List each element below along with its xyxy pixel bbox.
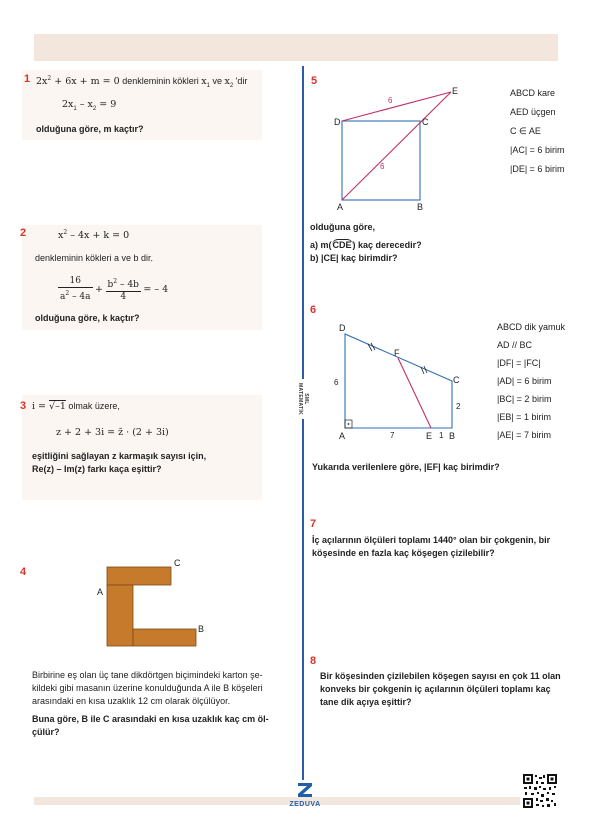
q4-text-line2: kildeki gibi masanın üzerine konulduğunda A ile B köşeleri bbox=[32, 683, 263, 693]
q2-f1-den-exp: 2 bbox=[65, 290, 70, 297]
q4-card-top bbox=[107, 567, 171, 585]
q5-givens bbox=[510, 84, 564, 179]
q4-label-b: B bbox=[198, 624, 205, 634]
q2-plus: + bbox=[95, 284, 104, 295]
q5-given: |DE| = 6 birim bbox=[510, 164, 565, 174]
q2-f1-den bbox=[58, 288, 93, 303]
q2-f2-num-b: – 4b bbox=[117, 280, 139, 290]
q6-length-eb: 1 bbox=[439, 431, 444, 440]
q2-f1-den-a: a bbox=[60, 292, 66, 302]
q6-label-e: E bbox=[426, 431, 433, 441]
q4-label-c: C bbox=[174, 558, 181, 568]
q1-and: ve bbox=[209, 76, 225, 86]
q6-segment-ef bbox=[398, 358, 431, 428]
q7-number: 7 bbox=[310, 518, 317, 530]
q3-question-line1: eşitliğini sağlayan z karmaşık sayısı için, bbox=[32, 451, 207, 461]
q2-f1-num: 16 bbox=[58, 276, 93, 288]
q5-question-a bbox=[310, 239, 422, 252]
brand-name: ZEDUVA bbox=[289, 801, 321, 808]
q1-cond-b-sub: 2 bbox=[92, 105, 97, 112]
q5-length-ac: 6 bbox=[380, 162, 385, 171]
q6-label-d: D bbox=[339, 323, 346, 333]
q2-fraction-2 bbox=[106, 276, 141, 303]
q6-label-a: A bbox=[339, 431, 346, 441]
q7-text-line1: İç açılarının ölçüleri toplamı 1440° olan bir çokgenin, bir bbox=[312, 535, 551, 545]
q8-number: 8 bbox=[310, 655, 317, 667]
q5-label-a: A bbox=[337, 202, 344, 212]
q6-given: |DF| = |FC| bbox=[497, 358, 541, 368]
q8-text-line1: Bir köşesinden çizilebilen köşegen sayısı en çok 11 olan bbox=[320, 671, 561, 681]
q1-eq-exp: 2 bbox=[47, 75, 52, 82]
q5-label-d: D bbox=[334, 117, 341, 127]
q6-question: Yukarıda verilenlere göre, |EF| kaç birimdir? bbox=[312, 462, 500, 472]
q1-cond-a: 2x bbox=[62, 99, 74, 110]
q6-given: |AE| = 7 birim bbox=[497, 430, 551, 440]
q1-x1-sub: 1 bbox=[206, 82, 210, 89]
q2-fraction-1 bbox=[58, 276, 93, 303]
q5-length-de: 6 bbox=[388, 96, 393, 105]
q6-given: ABCD dik yamuk bbox=[497, 322, 566, 332]
q5-question-a-pre: a) m( bbox=[310, 240, 332, 250]
q2-eq-rest: – 4x + k = 0 bbox=[67, 230, 130, 241]
q1-cond-a-sub: 1 bbox=[73, 105, 77, 112]
q6-givens bbox=[497, 318, 565, 444]
q1-x2: x bbox=[224, 76, 230, 87]
q2-f2-num bbox=[106, 276, 141, 292]
q5-label-c: C bbox=[422, 117, 429, 127]
q3-equation: z + 2 + 3i = z̄ · (2 + 3i) bbox=[56, 427, 169, 438]
q2-equation bbox=[58, 226, 129, 242]
q1-text: denkleminin kökleri bbox=[119, 76, 202, 86]
q5-figure bbox=[325, 82, 470, 214]
q4-label-a: A bbox=[97, 587, 104, 597]
q5-given: ABCD kare bbox=[510, 88, 556, 98]
q5-question-intro: olduğuna göre, bbox=[310, 222, 375, 232]
q6-length-bc: 2 bbox=[456, 402, 461, 411]
q5-segment-de bbox=[342, 92, 451, 121]
q6-given: |EB| = 1 birim bbox=[497, 412, 551, 422]
q6-label-c: C bbox=[453, 375, 460, 385]
q8-text-line2: konveks bir çokgenin iç açılarının ölçüleri toplamı kaç bbox=[320, 684, 551, 694]
brand-logo bbox=[285, 782, 325, 808]
q1-dir: 'dir bbox=[233, 76, 248, 86]
q4-text-line1: Birbirine eş olan üç tane dikdörtgen biçimindeki karton şe- bbox=[32, 670, 263, 680]
q2-f2-den: 4 bbox=[120, 292, 127, 302]
q2-question: olduğuna göre, k kaçtır? bbox=[35, 313, 140, 323]
q7-text-line2: köşesinde en fazla kaç köşegen çizilebilir? bbox=[312, 548, 495, 558]
q3-number: 3 bbox=[20, 400, 27, 412]
q4-card-left bbox=[107, 585, 133, 646]
q4-question-line1: Buna göre, B ile C arasındaki en kısa uzaklık kaç cm öl- bbox=[32, 714, 269, 724]
q5-label-e: E bbox=[452, 86, 459, 96]
q2-f2-num-exp: 2 bbox=[113, 278, 118, 285]
q6-label-f: F bbox=[394, 348, 400, 358]
q4-question-line2: çülür? bbox=[32, 727, 60, 737]
q1-statement bbox=[36, 72, 247, 93]
q2-fraction-equation bbox=[58, 276, 168, 303]
q4-number: 4 bbox=[20, 566, 27, 578]
q5-arc-angle: CDE bbox=[332, 240, 352, 250]
q5-segment-ae bbox=[342, 92, 451, 200]
q5-label-b: B bbox=[417, 202, 424, 212]
q4-figure bbox=[90, 552, 220, 657]
q1-x1: x bbox=[201, 76, 207, 87]
header-band bbox=[34, 34, 558, 61]
q2-roots-text: denkleminin kökleri a ve b dir. bbox=[35, 253, 154, 263]
q2-rhs: = – 4 bbox=[143, 284, 169, 295]
q2-number: 2 bbox=[20, 227, 27, 239]
q6-given: AD // BC bbox=[497, 340, 533, 350]
q5-given: AED üçgen bbox=[510, 107, 556, 117]
footer-band bbox=[34, 797, 520, 805]
q1-eq-rest: + 6x + m = 0 bbox=[51, 76, 120, 87]
q5-given: C ∈ AE bbox=[510, 126, 541, 136]
q1-x2-sub: 2 bbox=[229, 82, 234, 89]
brand-z-icon bbox=[296, 782, 314, 798]
q3-question-line2: Re(z) – Im(z) farkı kaça eşittir? bbox=[32, 464, 162, 474]
q3-definition bbox=[32, 400, 120, 413]
q2-f2-num-a: b bbox=[107, 280, 114, 290]
q5-question-b: b) |CE| kaç birimdir? bbox=[310, 253, 398, 263]
q5-given: |AC| = 6 birim bbox=[510, 145, 565, 155]
q2-f1-den-b: – 4a bbox=[69, 292, 91, 302]
q2-eq-exp: 2 bbox=[63, 229, 68, 236]
q1-number: 1 bbox=[24, 73, 31, 85]
q6-figure bbox=[328, 320, 473, 445]
qr-code[interactable] bbox=[522, 773, 558, 809]
q6-given: |AD| = 6 birim bbox=[497, 376, 552, 386]
q5-number: 5 bbox=[311, 75, 318, 87]
column-divider bbox=[302, 66, 304, 780]
q4-card-bottom bbox=[133, 629, 196, 646]
q6-length-ad: 6 bbox=[334, 378, 339, 387]
q6-length-ae: 7 bbox=[390, 431, 395, 440]
q1-cond-c: = 9 bbox=[96, 99, 117, 110]
q4-text-line3: arasındaki en kısa uzaklık 12 cm olarak ölçülüyor. bbox=[32, 696, 231, 706]
q1-eq-term: 2x bbox=[36, 76, 48, 87]
q6-label-b: B bbox=[449, 431, 456, 441]
q8-text-line3: tane dik açıya eşittir? bbox=[320, 697, 412, 707]
q6-right-angle-dot bbox=[348, 423, 350, 425]
q3-i-eq: i = bbox=[32, 401, 50, 412]
q3-definition-rest: olmak üzere, bbox=[65, 401, 120, 411]
q3-root: √–1 bbox=[49, 401, 66, 412]
q1-condition bbox=[62, 98, 116, 116]
q1-cond-b: – x bbox=[76, 99, 93, 110]
q6-number: 6 bbox=[310, 304, 317, 316]
q2-eq-x: x bbox=[58, 230, 64, 241]
q6-given: |BC| = 2 birim bbox=[497, 394, 552, 404]
q1-question: olduğuna göre, m kaçtır? bbox=[36, 124, 144, 134]
side-label: SML MATEMATİK bbox=[296, 379, 310, 419]
q5-question-a-post: ) kaç derecedir? bbox=[352, 240, 422, 250]
